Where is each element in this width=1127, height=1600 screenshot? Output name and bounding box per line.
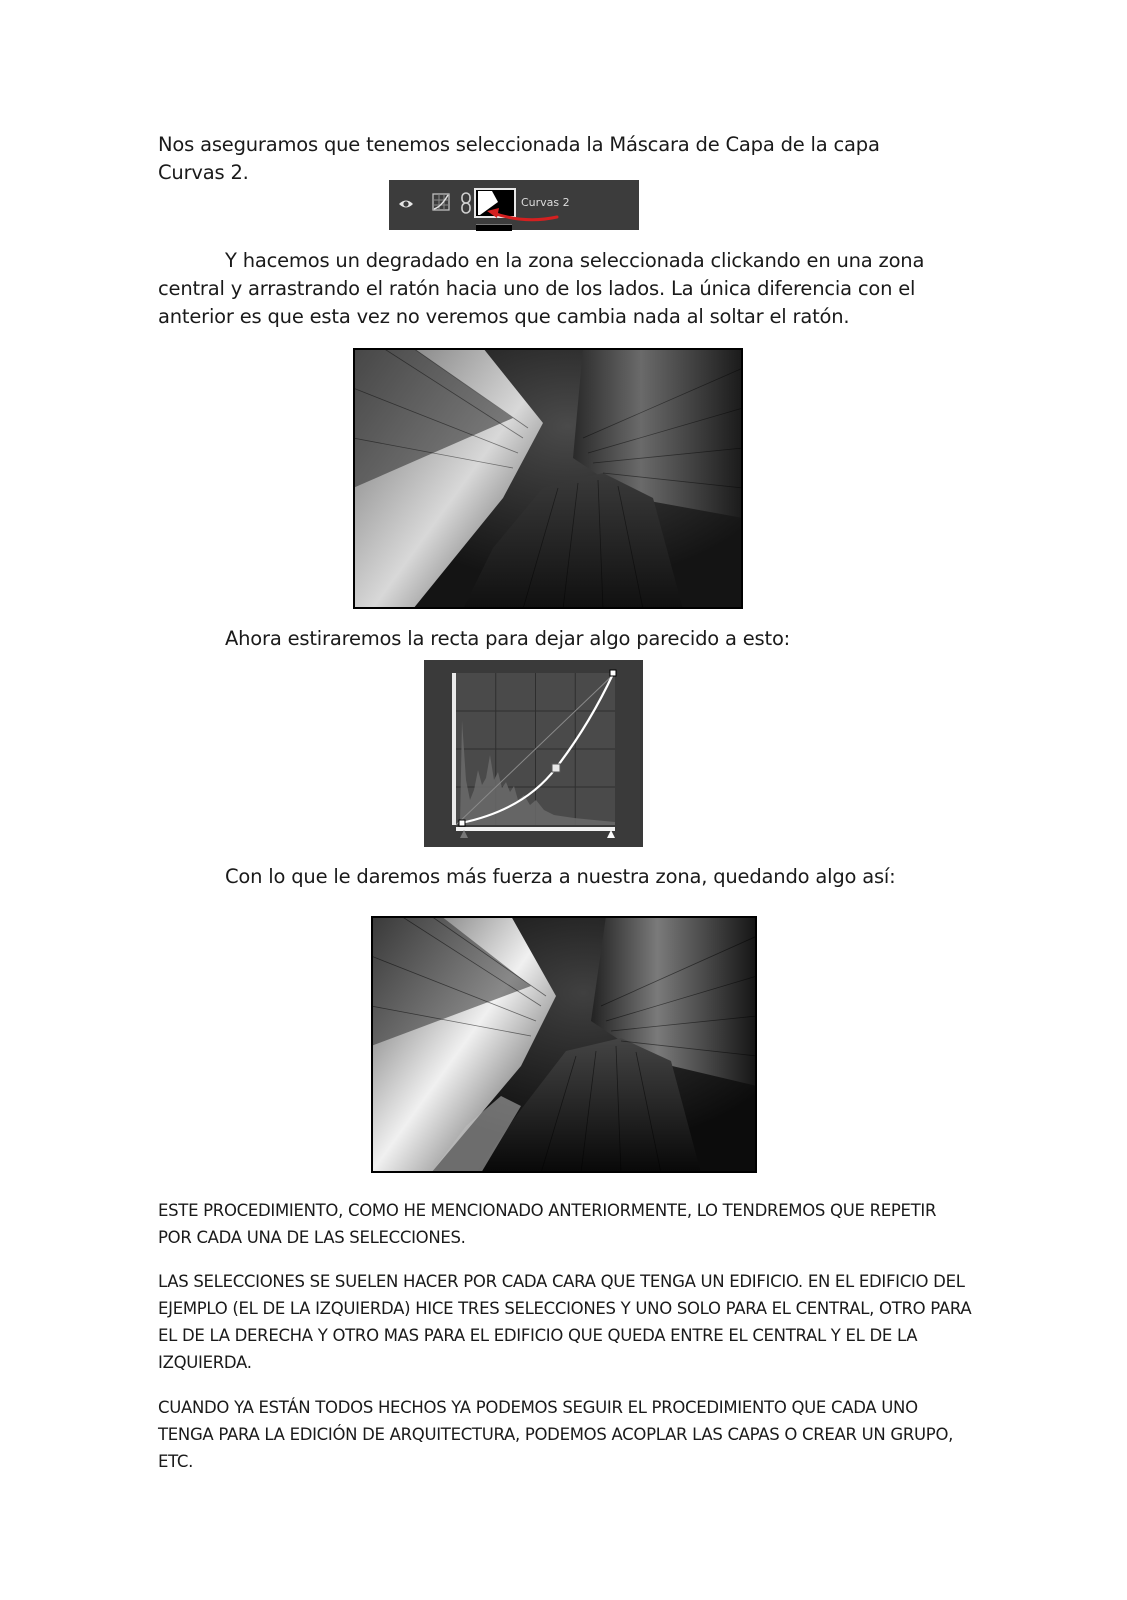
white-point-slider [607, 830, 615, 838]
eye-icon [398, 196, 414, 212]
curve-point-start [459, 820, 465, 826]
next-layer-thumbnail [476, 224, 512, 231]
paragraph-stretch-curve: Ahora estiraremos la recta para dejar algo parecido a esto: [225, 627, 791, 650]
output-gradient-bar [452, 673, 456, 825]
caps-paragraph-finish: CUANDO YA ESTÁN TODOS HECHOS YA PODEMOS SEGUIR EL PROCEDIMIENTO QUE CADA UNO TENGA PARA LA EDICIÓN DE ARQUITECTURA, PODEMOS ACOPLAR LAS CAPAS O CREAR UN GRUPO, ETC. [158, 1398, 954, 1471]
curve-point-end [610, 670, 616, 676]
paragraph-gradient [158, 247, 948, 331]
layer-name: Curvas 2 [521, 196, 570, 209]
black-point-slider [460, 830, 468, 838]
curve-point-mid [552, 764, 560, 772]
paragraph-select-mask: Nos aseguramos que tenemos seleccionada la Máscara de Capa de la capa Curvas 2. [158, 133, 880, 184]
architecture-photo-after [371, 916, 757, 1173]
curves-graph [424, 660, 643, 847]
curves-adjustment-icon [432, 193, 450, 211]
curves-panel-screenshot [424, 660, 643, 847]
caps-paragraph-selections: LAS SELECCIONES SE SUELEN HACER POR CADA CARA QUE TENGA UN EDIFICIO. EN EL EDIFICIO DEL EJEMPLO (EL DE LA IZQUIERDA) HICE TRES SELECCIONES Y UNO SOLO PARA EL CENTRAL, OTRO PARA EL DE LA DERECHA Y OTRO MAS PARA EL EDIFICIO QUE QUEDA ENTRE EL CENTRAL Y EL DE LA IZQUIERDA. [158, 1272, 972, 1372]
layer-panel-screenshot [389, 180, 639, 230]
paragraph-result: Con lo que le daremos más fuerza a nuestra zona, quedando algo así: [225, 865, 896, 888]
architecture-photo-before [353, 348, 743, 609]
paragraph-gradient-text: Y hacemos un degradado en la zona seleccionada clickando en una zona central y arrastrando el ratón hacia uno de los lados. La única diferencia con el anterior es que esta vez no veremos que cambia nada al soltar el ratón. [158, 249, 925, 328]
input-gradient-bar [456, 827, 615, 831]
red-arrow [485, 204, 565, 224]
caps-paragraph-repeat: ESTE PROCEDIMIENTO, COMO HE MENCIONADO ANTERIORMENTE, LO TENDREMOS QUE REPETIR POR CADA UNA DE LAS SELECCIONES. [158, 1201, 937, 1247]
chain-link-icon [460, 192, 472, 214]
